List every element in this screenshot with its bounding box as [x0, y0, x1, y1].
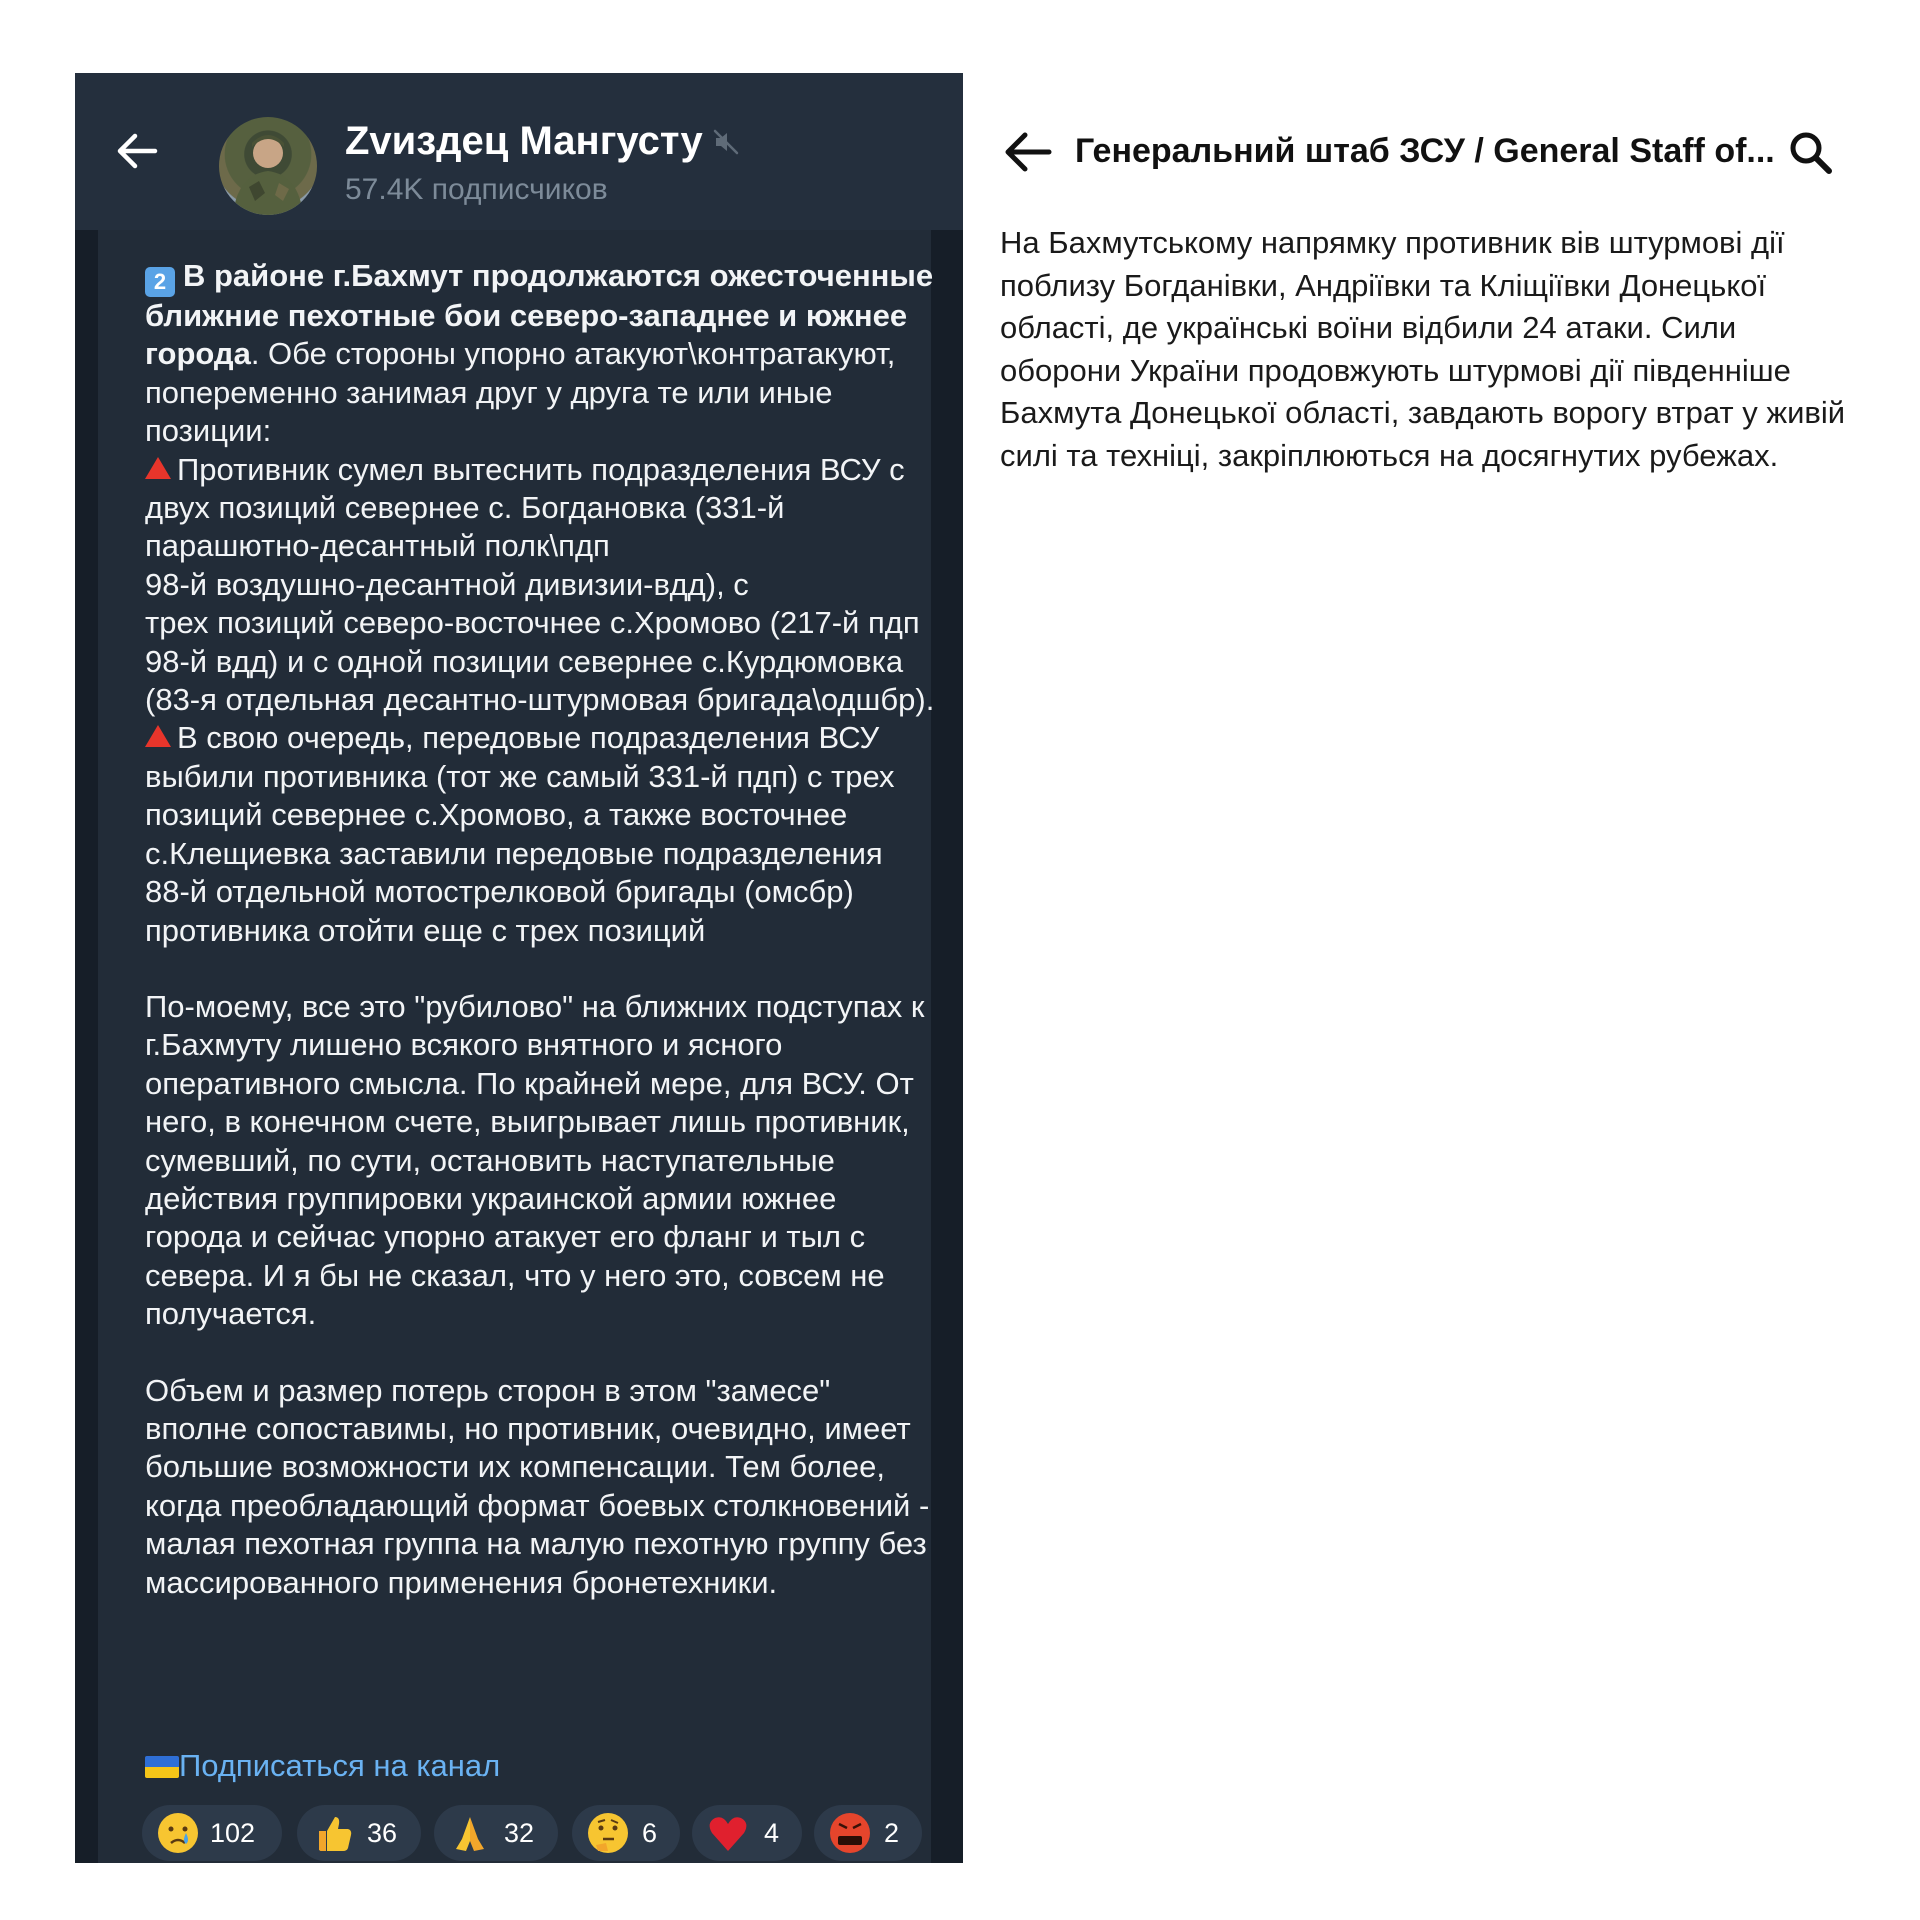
- reaction-count: 4: [764, 1818, 780, 1848]
- crying-face-icon: [156, 1811, 200, 1855]
- message-paragraph-2: По-моему, все это "рубилово" на ближних подступах к г.Бахмуту лишено всякого внятного и ясного оперативного смысла. По крайней мере, для ВСУ. От него, в конечном счете, выигрывает лишь противник, сумевший, по сути, остановить наступательные действия группировки украинской армии южнее города и сейчас упорно атакует его фланг и тыл с севера. И я бы не сказал, что у него это, совсем не получается.: [145, 988, 925, 1332]
- red-triangle-icon: [145, 725, 171, 747]
- message-paragraph-3: Объем и размер потерь сторон в этом "замесе" вполне сопоставимы, но противник, очевидно, имеет большие возможности их компенсации. Тем более, когда преобладающий формат боевых столкновений - малая пехотная группа на малую пехотную группу без массированного применения бронетехники.: [145, 1372, 930, 1600]
- reaction-count: 2: [884, 1818, 900, 1848]
- cursing-face-icon: [828, 1811, 872, 1855]
- muted-speaker-icon: [712, 128, 740, 156]
- red-heart-icon: [706, 1811, 750, 1855]
- subscribe-link[interactable]: [145, 1748, 500, 1784]
- channel-avatar[interactable]: [219, 117, 317, 215]
- reaction-thumbs-up[interactable]: [297, 1805, 421, 1861]
- reaction-count: 32: [504, 1818, 535, 1848]
- avatar-portrait-icon: [219, 117, 317, 215]
- telegram-panel: [75, 73, 963, 1863]
- message-text: [145, 257, 935, 1602]
- ukraine-flag-icon: [145, 1756, 179, 1778]
- reaction-count: 6: [642, 1818, 658, 1848]
- reaction-cursing[interactable]: [814, 1805, 922, 1861]
- chat-background-right: [931, 230, 963, 1863]
- back-arrow-icon[interactable]: [111, 125, 163, 177]
- folded-hands-icon: [448, 1811, 492, 1855]
- post-body-text: На Бахмутському напрямку противник вів штурмові дії поблизу Богданівки, Андріївки та Кліщіївки Донецької області, де українські воїни відбили 24 атаки. Сили оборони України продовжують штурмові дії південніше Бахмута Донецької області, завдають ворогу втрат у живій силі та техніці, закріплюються на досягнутих рубежах.: [1000, 225, 1846, 473]
- message-point-2: [145, 719, 935, 949]
- point-2-text: В свою очередь, передовые подразделения ВСУ выбили противника (тот же самый 331-й пдп) с трех позиций севернее с.Хромово, а также восточнее с.Клещиевка заставили передовые подразделения 88-й отдельной мотострелковой бригады (омсбр) противника отойти еще с трех позиций: [145, 720, 895, 948]
- number-two-badge: 2: [145, 267, 175, 297]
- point-1-text: Противник сумел вытеснить подразделения ВСУ с двух позиций севернее с. Богдановка (331-й парашютно-десантный полк\пдп 98-й воздушно-десантной дивизии-вдд), с трех позиций северо-восточнее с.Хромово (217-й пдп 98-й вдд) и с одной позиции севернее с.Курдюмовка (83-я отдельная десантно-штурмовая бригада\одшбр).: [145, 451, 935, 718]
- thinking-face-icon: [586, 1811, 630, 1855]
- reaction-heart[interactable]: [692, 1805, 802, 1861]
- message-lead-bold: В районе г.Бахмут продолжаются ожесточенные ближние пехотные бои северо-западнее и южнее города: [145, 258, 934, 372]
- message-point-1: [145, 451, 935, 720]
- subscriber-count: 57.4K подписчиков: [345, 173, 608, 206]
- reaction-count: 102: [210, 1818, 256, 1848]
- channel-title[interactable]: Генеральний штаб ЗСУ / General Staff of...: [1075, 132, 1775, 170]
- message-intro: [145, 257, 935, 451]
- reaction-folded-hands[interactable]: [434, 1805, 558, 1861]
- telegram-header: [75, 73, 963, 230]
- reaction-count: 36: [367, 1818, 398, 1848]
- red-triangle-icon: [145, 457, 171, 479]
- channel-title[interactable]: Zvиздец Мангусту: [345, 119, 703, 163]
- reaction-thinking[interactable]: [572, 1805, 680, 1861]
- message-lead-rest: . Обе стороны упорно атакуют\контратакуют, попеременно занимая друг у друга те или иные позиции:: [145, 336, 896, 449]
- thumbs-up-icon: [311, 1811, 355, 1855]
- chat-background-left: [75, 230, 98, 1863]
- back-arrow-icon[interactable]: [1003, 130, 1053, 174]
- search-icon[interactable]: [1787, 129, 1833, 175]
- reaction-crying[interactable]: [142, 1805, 282, 1861]
- subscribe-link-label: Подписаться на канал: [179, 1748, 501, 1783]
- message-bubble[interactable]: [98, 230, 935, 1863]
